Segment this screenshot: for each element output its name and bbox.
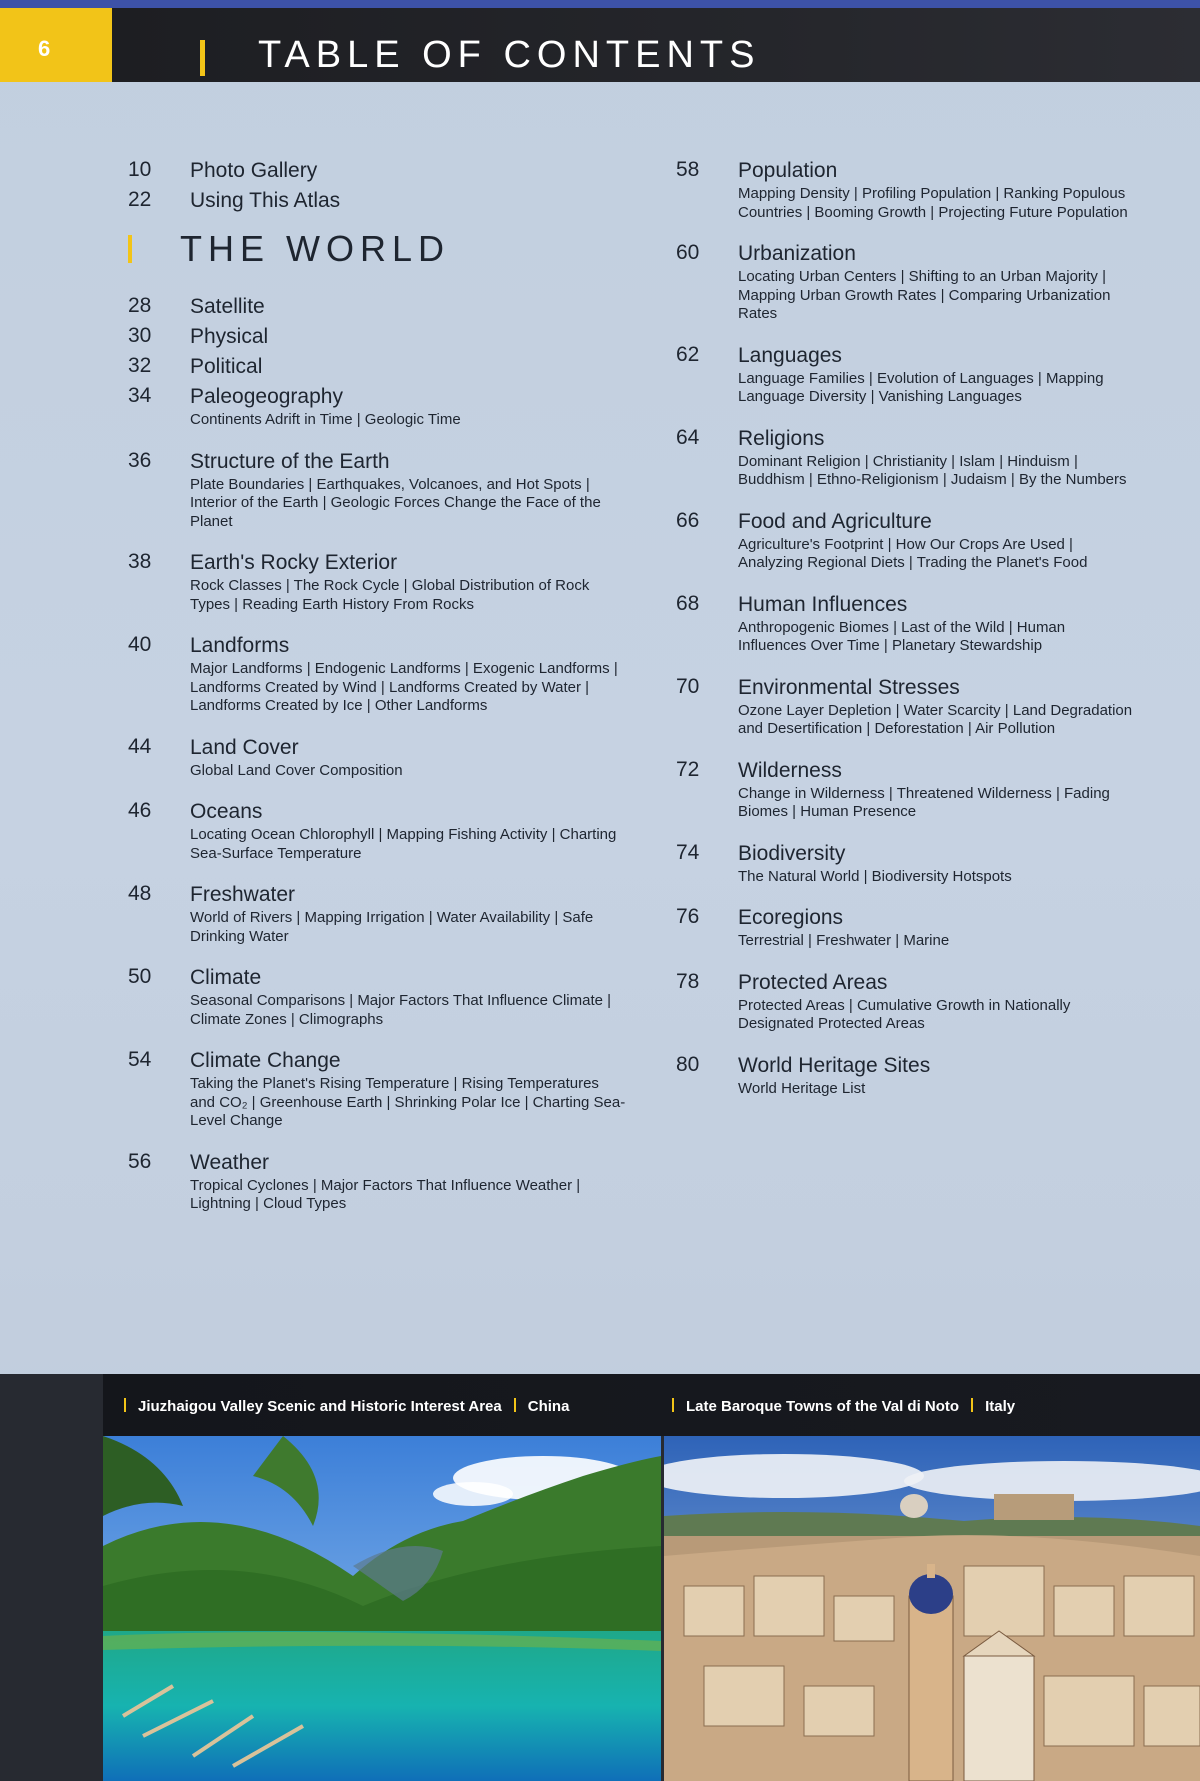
- toc-entry-title: World Heritage Sites: [738, 1053, 931, 1077]
- right-column: [676, 158, 1136, 1117]
- toc-page-number: 78: [676, 969, 700, 993]
- toc-entry-subtopics: Taking the Planet's Rising Temperature | Rising Temperatures and CO₂ | Greenhouse Earth | Shrinking Polar Ice | Charting Sea-Level Change: [190, 1075, 626, 1129]
- toc-page-number: 58: [676, 158, 700, 181]
- toc-entry-subtopics: The Natural World | Biodiversity Hotspots: [738, 867, 1012, 885]
- section-accent-bar: [128, 235, 132, 263]
- toc-entry-title: Weather: [190, 1150, 269, 1174]
- toc-entry-body: [190, 294, 628, 320]
- section-title: THE WORLD: [180, 228, 450, 269]
- toc-entry-body: [190, 324, 628, 350]
- toc-entry-body: [190, 550, 628, 614]
- toc-entry-body: [190, 799, 628, 863]
- toc-entry-body: [738, 509, 1136, 573]
- toc-entry-body: [738, 343, 1136, 407]
- toc-entry-body: [190, 449, 628, 532]
- toc-entry-title: Climate Change: [190, 1049, 341, 1072]
- toc-entry-subtopics: Language Families | Evolution of Languages | Mapping Language Diversity | Vanishing Languages: [738, 369, 1104, 405]
- toc-entry: [676, 241, 1136, 324]
- photo-caption-china: [124, 1398, 569, 1415]
- toc-entry-title: Structure of the Earth: [190, 449, 390, 473]
- toc-entry: [128, 384, 628, 430]
- toc-entry-subtopics: Seasonal Comparisons | Major Factors That Influence Climate | Climate Zones | Climographs: [190, 992, 612, 1028]
- photo-caption-italy: [672, 1398, 1015, 1415]
- toc-page-number: 72: [676, 757, 700, 781]
- toc-entry-body: [190, 633, 628, 716]
- toc-entry-title: Using This Atlas: [190, 189, 341, 212]
- toc-entry-subtopics: Major Landforms | Endogenic Landforms | Exogenic Landforms | Landforms Created by Wind | Landforms Created by Water | Landforms Created by Ice | Other Landforms: [190, 660, 618, 714]
- toc-page-number: 30: [128, 324, 152, 347]
- toc-page-number: 44: [128, 734, 152, 758]
- toc-entry-subtopics: Tropical Cyclones | Major Factors That Influence Weather | Lightning | Cloud Types: [190, 1176, 581, 1212]
- toc-entry-body: [738, 1053, 1136, 1099]
- toc-entry-title: Climate: [190, 966, 262, 989]
- toc-entry: [128, 735, 628, 781]
- toc-page-number: 70: [676, 674, 700, 698]
- page-number: 6: [38, 36, 51, 61]
- toc-page-number: 34: [128, 384, 152, 407]
- intro-list: [128, 158, 628, 214]
- toc-entry-body: [738, 592, 1136, 656]
- photo-jiuzhaigou-lake: [103, 1436, 661, 1781]
- toc-entry: [676, 758, 1136, 822]
- caption-accent-bar: [124, 1398, 126, 1412]
- toc-entry-subtopics: Rock Classes | The Rock Cycle | Global Distribution of Rock Types | Reading Earth History From Rocks: [190, 577, 590, 613]
- toc-entry-title: Political: [190, 355, 263, 378]
- toc-entry: [676, 905, 1136, 951]
- toc-entry: [676, 1053, 1136, 1099]
- toc-entry-body: [738, 905, 1136, 951]
- toc-entry: [676, 509, 1136, 573]
- toc-page-number: 80: [676, 1052, 700, 1076]
- toc-entry-title: Photo Gallery: [190, 159, 318, 182]
- toc-entry-body: [738, 675, 1136, 739]
- page-title: TABLE OF CONTENTS: [258, 34, 761, 76]
- toc-entry-body: [738, 841, 1136, 887]
- toc-entry-body: [738, 241, 1136, 324]
- toc-entry-title: Ecoregions: [738, 906, 844, 929]
- toc-entry-subtopics: Dominant Religion | Christianity | Islam | Hinduism | Buddhism | Ethno-Religionism | Judaism | By the Numbers: [738, 452, 1127, 488]
- toc-page-number: 56: [128, 1149, 152, 1173]
- toc-entry-body: [738, 426, 1136, 490]
- toc-page-number: 60: [676, 241, 700, 264]
- toc-entry: [676, 841, 1136, 887]
- toc-entry-body: [190, 735, 628, 781]
- toc-entry-subtopics: Protected Areas | Cumulative Growth in Nationally Designated Protected Areas: [738, 996, 1071, 1032]
- top-edge-strip: [0, 0, 1200, 8]
- left-column: [128, 158, 628, 1233]
- toc-entry-body: [190, 1048, 628, 1131]
- caption-site: Jiuzhaigou Valley Scenic and Historic Interest Area: [138, 1398, 502, 1415]
- toc-entry: [128, 324, 628, 350]
- toc-entry-body: [738, 970, 1136, 1034]
- toc-entry-title: Paleogeography: [190, 385, 343, 408]
- section-heading: [128, 228, 628, 270]
- toc-entry: [676, 970, 1136, 1034]
- toc-entry-body: [190, 882, 628, 946]
- toc-page-number: 40: [128, 633, 152, 656]
- left-entry-list: [128, 294, 628, 1214]
- toc-entry: [128, 354, 628, 380]
- toc-entry-subtopics: Change in Wilderness | Threatened Wilderness | Fading Biomes | Human Presence: [738, 784, 1110, 820]
- toc-entry-subtopics: Continents Adrift in Time | Geologic Time: [190, 411, 461, 428]
- toc-entry: [128, 1048, 628, 1131]
- toc-entry: [128, 158, 628, 184]
- caption-accent-bar: [672, 1398, 674, 1412]
- toc-entry-title: Environmental Stresses: [738, 675, 960, 699]
- toc-entry: [676, 343, 1136, 407]
- toc-entry-title: Freshwater: [190, 883, 296, 906]
- toc-entry-title: Biodiversity: [738, 841, 846, 865]
- toc-entry-title: Physical: [190, 325, 269, 348]
- toc-entry-subtopics: Anthropogenic Biomes | Last of the Wild | Human Influences Over Time | Planetary Stewardship: [738, 618, 1066, 654]
- toc-page-number: 76: [676, 905, 700, 928]
- caption-separator: [514, 1398, 516, 1412]
- toc-entry-title: Land Cover: [190, 735, 299, 759]
- toc-entry-body: [738, 158, 1136, 222]
- toc-entry-title: Food and Agriculture: [738, 509, 932, 533]
- toc-entry: [128, 188, 628, 214]
- page-number-box: [0, 8, 112, 82]
- toc-entry: [676, 158, 1136, 222]
- toc-entry-title: Protected Areas: [738, 970, 888, 994]
- toc-entry-subtopics: Mapping Density | Profiling Population | Ranking Populous Countries | Booming Growth | Projecting Future Population: [738, 185, 1128, 221]
- toc-page-number: 50: [128, 965, 152, 988]
- toc-entry-body: [190, 354, 628, 380]
- toc-entry: [676, 592, 1136, 656]
- caption-site: Late Baroque Towns of the Val di Noto: [686, 1398, 960, 1415]
- toc-entry: [128, 449, 628, 532]
- toc-entry: [128, 799, 628, 863]
- toc-entry-title: Languages: [738, 343, 842, 367]
- toc-entry: [128, 633, 628, 716]
- toc-entry: [128, 294, 628, 320]
- toc-entry-body: [190, 965, 628, 1029]
- toc-entry-title: Urbanization: [738, 242, 856, 265]
- photo-val-di-noto-town: [664, 1436, 1200, 1781]
- toc-page-number: 32: [128, 354, 152, 377]
- toc-page-number: 64: [676, 425, 700, 449]
- toc-entry-title: Religions: [738, 426, 825, 450]
- toc-page-number: 62: [676, 342, 700, 366]
- toc-entry-title: Wilderness: [738, 758, 842, 782]
- toc-entry-body: [190, 1150, 628, 1214]
- right-entry-list: [676, 158, 1136, 1098]
- caption-country: China: [527, 1398, 570, 1415]
- toc-entry-title: Landforms: [190, 634, 290, 657]
- toc-entry-title: Oceans: [190, 800, 263, 823]
- toc-entry-subtopics: Locating Urban Centers | Shifting to an Urban Majority | Mapping Urban Growth Rates | Comparing Urbanization Rates: [738, 268, 1111, 322]
- toc-entry-subtopics: Plate Boundaries | Earthquakes, Volcanoes, and Hot Spots | Interior of the Earth | Geologic Forces Change the Face of the Planet: [190, 475, 601, 530]
- toc-page-number: 74: [676, 840, 700, 864]
- toc-page-number: 66: [676, 508, 700, 532]
- toc-entry-subtopics: Ozone Layer Depletion | Water Scarcity | Land Degradation and Desertification | Deforestation | Air Pollution: [738, 701, 1133, 737]
- toc-entry-title: Population: [738, 159, 838, 182]
- toc-entry-body: [190, 188, 628, 214]
- toc-page-number: 38: [128, 550, 152, 573]
- toc-entry-subtopics: Locating Ocean Chlorophyll | Mapping Fishing Activity | Charting Sea-Surface Temperature: [190, 826, 617, 862]
- toc-page-number: 48: [128, 882, 152, 905]
- toc-page-number: 54: [128, 1048, 152, 1071]
- toc-page-number: 68: [676, 591, 700, 615]
- toc-page-number: 46: [128, 799, 152, 822]
- toc-page-number: 36: [128, 448, 152, 472]
- toc-page-number: 10: [128, 158, 152, 181]
- toc-entry-body: [190, 384, 628, 430]
- toc-entry-title: Satellite: [190, 295, 265, 318]
- toc-entry-subtopics: World of Rivers | Mapping Irrigation | Water Availability | Safe Drinking Water: [190, 909, 594, 945]
- toc-entry-body: [190, 158, 628, 184]
- toc-entry-body: [738, 758, 1136, 822]
- toc-entry-subtopics: Global Land Cover Composition: [190, 761, 403, 779]
- toc-page-number: 28: [128, 294, 152, 317]
- caption-separator: [971, 1398, 973, 1412]
- toc-entry: [128, 1150, 628, 1214]
- toc-entry-subtopics: World Heritage List: [738, 1079, 866, 1097]
- toc-entry: [128, 550, 628, 614]
- toc-entry-title: Earth's Rocky Exterior: [190, 551, 398, 574]
- toc-entry-subtopics: Terrestrial | Freshwater | Marine: [738, 932, 950, 949]
- caption-country: Italy: [985, 1398, 1016, 1415]
- toc-entry-subtopics: Agriculture's Footprint | How Our Crops Are Used | Analyzing Regional Diets | Trading the Planet's Food: [738, 535, 1088, 571]
- toc-entry: [676, 675, 1136, 739]
- toc-entry: [676, 426, 1136, 490]
- toc-entry: [128, 882, 628, 946]
- toc-entry: [128, 965, 628, 1029]
- toc-entry-title: Human Influences: [738, 592, 908, 616]
- header-accent-bar: [200, 40, 205, 76]
- toc-page-number: 22: [128, 188, 152, 211]
